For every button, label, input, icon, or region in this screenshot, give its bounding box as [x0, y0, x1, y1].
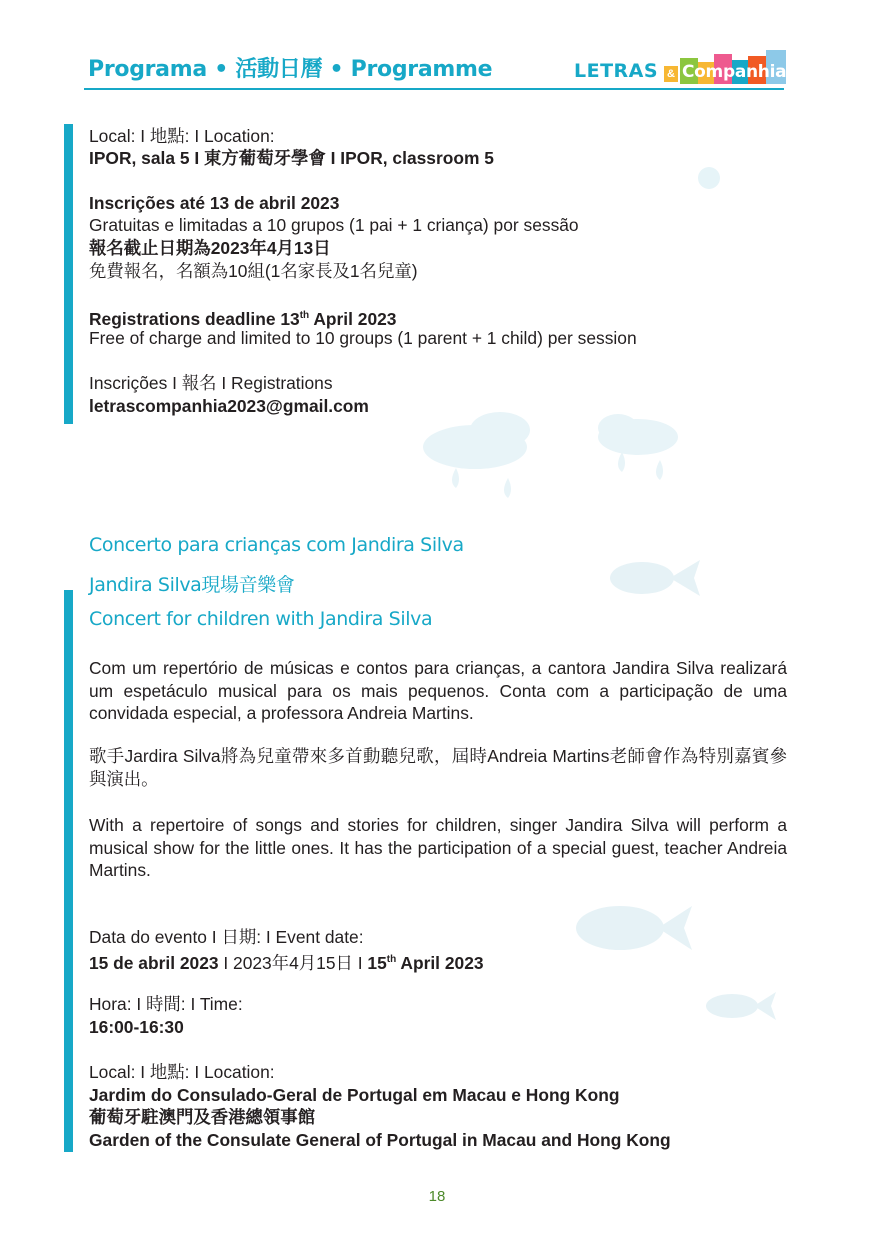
event1-en-deadline-pre: Registrations deadline 13 [89, 308, 300, 329]
event2-date-zh: I 2023年4月15日 I [218, 952, 368, 973]
event2-location-label: Local: I 地點: I Location: [89, 1062, 275, 1082]
page-header-title: Programa • 活動日曆 • Programme [88, 57, 493, 82]
event1-zh-deadline: 報名截止日期為2023年4月13日 [89, 238, 331, 258]
event2-description-en: With a repertoire of songs and stories for children, singer Jandira Silva will perform a musical show for the little ones. It has the participation of a special guest, teacher Andreia Martins. [89, 815, 787, 880]
logo-letras-text: LETRAS [574, 60, 659, 82]
section-accent-bar-bottom [64, 590, 73, 1152]
event1-pt-info: Gratuitas e limitadas a 10 grupos (1 pai + 1 criança) por sessão [89, 215, 579, 235]
logo-companhia-text: Companhia [682, 62, 787, 82]
event2-time-label: Hora: I 時間: I Time: [89, 994, 243, 1014]
event2-date-label: Data do evento I 日期: I Event date: [89, 927, 364, 947]
fish-decoration-1 [610, 560, 700, 596]
event2-location-pt: Jardim do Consulado-Geral de Portugal em Macau e Hong Kong [89, 1085, 620, 1105]
event1-pt-deadline: Inscrições até 13 de abril 2023 [89, 193, 340, 213]
event1-en-info: Free of charge and limited to 10 groups (1 parent + 1 child) per session [89, 328, 637, 348]
event1-en-deadline-sup: th [299, 310, 310, 321]
event2-date-en-post: April 2023 [396, 952, 484, 973]
event1-email-line [89, 395, 787, 418]
event2-time-value: 16:00-16:30 [89, 1017, 184, 1037]
page-number: 18 [428, 1188, 446, 1205]
event2-date-en-pre: 15 [367, 952, 387, 973]
section-accent-bar-top [64, 124, 73, 424]
event2-date-value [89, 949, 787, 974]
bubble-decoration [698, 167, 720, 189]
cloud-decoration-right [598, 414, 678, 480]
cloud-decoration-left [423, 412, 530, 498]
event2-title-pt: Concerto para crianças com Jandira Silva [89, 534, 464, 556]
logo-ampersand: & [664, 66, 678, 82]
event1-zh-info: 免費報名，名額為10組(1名家長及1名兒童) [89, 261, 418, 281]
registration-email-link[interactable]: letrascompanhia2023@gmail.com [89, 396, 369, 416]
event2-date-pt: 15 de abril 2023 [89, 952, 219, 973]
event2-date-en-sup: th [386, 954, 397, 965]
event1-en-deadline-post: April 2023 [309, 308, 397, 329]
event2-description-pt: Com um repertório de músicas e contos para crianças, a cantora Jandira Silva realizará um espetáculo musical para os mais pequenos. Conta com a participação de uma convidada especial, a professora Andreia Martins. [89, 658, 787, 723]
event2-title-zh: Jandira Silva現場音樂會 [89, 574, 295, 596]
event2-description-zh: 歌手Jardira Silva將為兒童帶來多首動聽兒歌，屆時Andreia Martins老師會作為特別嘉賓參與演出。 [89, 746, 787, 789]
event2-title-en: Concert for children with Jandira Silva [89, 608, 433, 630]
event1-registrations-label: Inscrições I 報名 I Registrations [89, 373, 333, 393]
event2-location-zh: 葡萄牙駐澳門及香港總領事館 [89, 1107, 316, 1127]
event1-location-value: IPOR, sala 5 I 東方葡萄牙學會 I IPOR, classroom 5 [89, 148, 494, 168]
event1-location-label: Local: I 地點: I Location: [89, 126, 275, 146]
event2-date-en [367, 953, 483, 973]
event2-location-en: Garden of the Consulate General of Portugal in Macau and Hong Kong [89, 1130, 671, 1150]
